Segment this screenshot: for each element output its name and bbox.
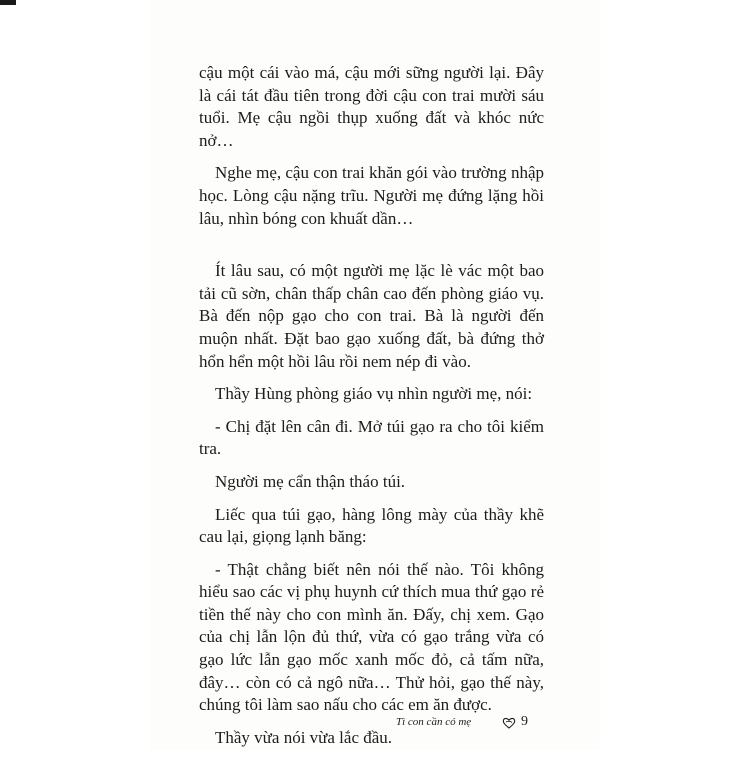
running-title: Tì con cần có mẹ bbox=[396, 716, 472, 728]
heart-ornament-icon bbox=[502, 717, 516, 729]
paragraph: cậu một cái vào má, cậu mới sững người lại. Đây là cái tát đầu tiên trong đời cậu con trai mười sáu tuổi. Mẹ cậu ngồi thụp xuống đất và khóc nức nở… bbox=[199, 63, 544, 150]
page-footer bbox=[396, 714, 556, 734]
paragraph: Liếc qua túi gạo, hàng lông mày của thầy khẽ cau lại, giọng lạnh băng: bbox=[199, 504, 544, 547]
paragraph: Thầy Hùng phòng giáo vụ nhìn người mẹ, nói: bbox=[215, 384, 533, 404]
book-page bbox=[150, 0, 600, 750]
paragraph: Ít lâu sau, có một người mẹ lặc lè vác một bao tải cũ sờn, chân thấp chân cao đến phòng giáo vụ. Bà đến nộp gạo cho con trai. Bà là người đến muộn nhất. Đặt bao gạo xuống đất, bà đứng thở hổn hển một hồi lâu rồi nem nép đi vào. bbox=[199, 261, 544, 371]
page-number: 9 bbox=[521, 714, 528, 729]
paragraph: - Thật chẳng biết nên nói thế nào. Tôi không hiểu sao các vị phụ huynh cứ thích mua thứ gạo rẻ tiền thế này cho con mình ăn. Đấy, chị xem. Gạo của chị lẫn lộn đủ thứ, vừa có gạo trắng vừa có gạo lức lẫn gạo mốc xanh mốc đỏ, cả tấm nữa, đây… còn có cả ngô nữa… Thử hỏi, gạo thế này, chúng tôi làm sao nấu cho các em ăn được. bbox=[199, 559, 544, 715]
paragraph: - Chị đặt lên cân đi. Mở túi gạo ra cho tôi kiểm tra. bbox=[199, 416, 544, 459]
corner-mark bbox=[0, 0, 16, 5]
paragraph: Người mẹ cẩn thận tháo túi. bbox=[215, 471, 406, 491]
page-body bbox=[199, 62, 544, 759]
paragraph: Nghe mẹ, cậu con trai khăn gói vào trường nhập học. Lòng cậu nặng trĩu. Người mẹ đứng lặng hồi lâu, nhìn bóng con khuất dần… bbox=[199, 163, 544, 228]
paragraph: Thầy vừa nói vừa lắc đầu. bbox=[215, 727, 393, 747]
